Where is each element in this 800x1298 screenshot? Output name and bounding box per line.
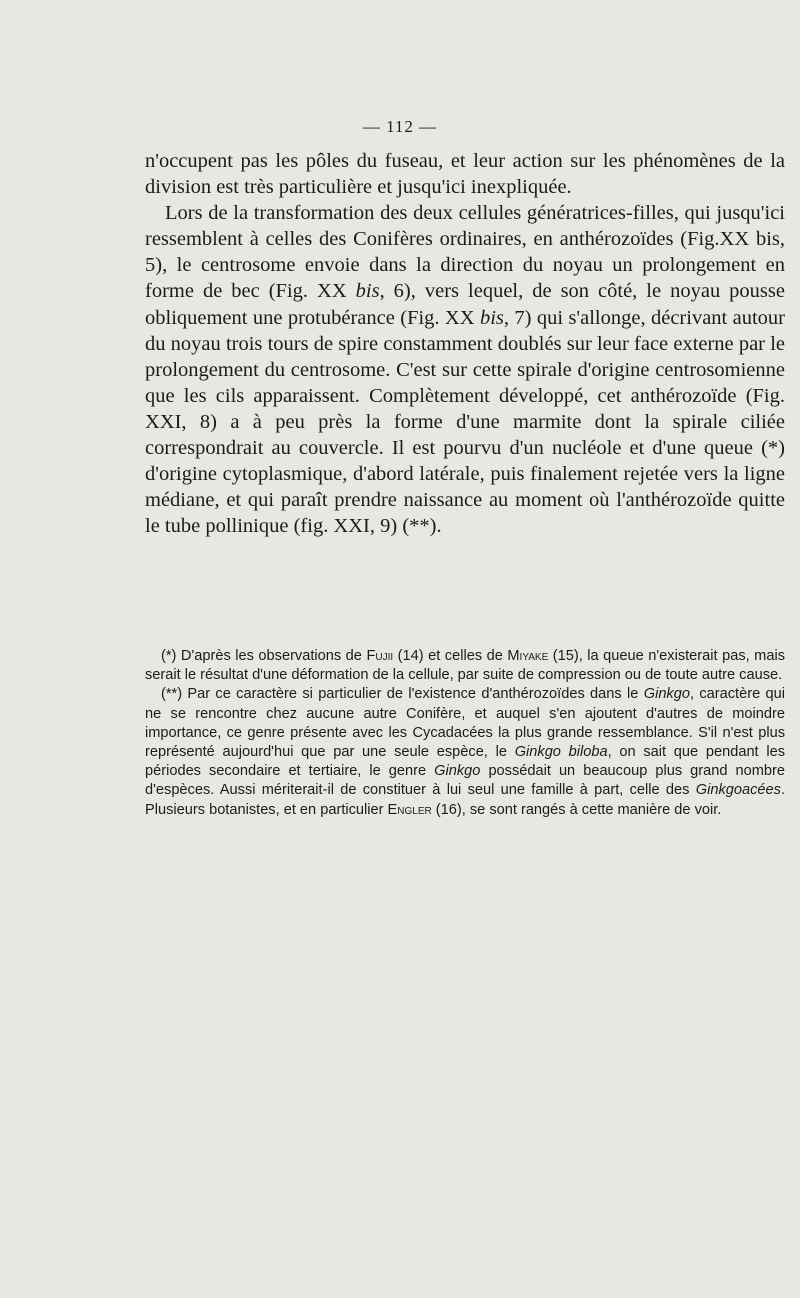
text-run: , 6), vers lequel, de son côté, le noyau pousse obliquement une protubérance (Fig. XX [145, 280, 785, 329]
italic-term: Ginkgo biloba [514, 744, 608, 761]
paragraph [145, 148, 785, 200]
italic-term: Ginkgo [643, 686, 690, 703]
text-run: (*) D'après les observations de [161, 648, 367, 664]
text-run: possédait un beaucoup plus grand nombre d'espèces. Aussi mériterait-il de constituer à lui seul une famille à part, celle des [145, 763, 785, 799]
italic-term: bis [479, 306, 504, 329]
text-run: (14) et celles de [393, 648, 508, 664]
author-name: Miyake [507, 648, 549, 664]
body-text [145, 148, 785, 539]
text-run: n'occupent pas les pôles du fuseau, et leur action sur les phénomènes de la division est très particulière et jusqu'ici inexpliquée. [145, 150, 785, 199]
text-run: . Plusieurs botanistes, et en particulier [145, 782, 785, 818]
footnote [145, 647, 785, 685]
page-number: — 112 — [362, 117, 438, 136]
paragraph [145, 200, 785, 539]
text-run: Lors de la transformation des deux cellules génératrices-filles, qui jusqu'ici ressemblent à celles des Conifères ordinaires, en anthérozoïdes (Fig.XX bis, 5), le centrosome envoie dans la direction du noyau un prolongement en forme de bec (Fig. XX [145, 202, 785, 303]
text-run: (**) Par ce caractère si particulier de l'existence d'anthérozoïdes dans le [161, 686, 644, 703]
text-run: (15), la queue n'existerait pas, mais serait le résultat d'une déformation de la cellule, par suite de compression ou de toute autre cause. [145, 648, 785, 684]
text-run: (16), se sont rangés à cette manière de voir. [431, 801, 722, 818]
text-run: , caractère qui ne se rencontre chez aucune autre Conifère, et auquel s'en ajoutent d'autres de moindre importance, ce genre présente avec les Cycadacées la plus grande ressemblance. S'il n'est plus représenté aujourd'hui que par une seule espèce, le [145, 686, 785, 761]
footnote [145, 685, 785, 819]
footnotes [145, 647, 785, 820]
italic-term: Ginkgoacées [695, 782, 781, 799]
italic-term: Ginkgo [434, 763, 481, 780]
author-name: Fujii [366, 648, 394, 664]
text-run: , on sait que pendant les périodes secondaire et tertiaire, le genre [145, 744, 785, 780]
author-name: Engler [387, 801, 432, 818]
italic-term: bis [355, 280, 380, 303]
text-run: , 7) qui s'allonge, décrivant autour du noyau trois tours de spire constamment doublés sur leur face externe par le prolongement du centrosome. C'est sur cette spirale d'origine centrosomienne que les cils apparaissent. Complètement développé, cet anthérozoïde (Fig. XXI, 8) a à peu près la forme d'une marmite dont la spirale ciliée correspondrait au couvercle. Il est pourvu d'un nucléole et d'une queue (*) d'origine cytoplasmique, d'abord latérale, puis finalement rejetée vers la ligne médiane, et qui paraît prendre naissance au moment où l'anthérozoïde quitte le tube pollinique (fig. XXI, 9) (**). [145, 306, 785, 538]
